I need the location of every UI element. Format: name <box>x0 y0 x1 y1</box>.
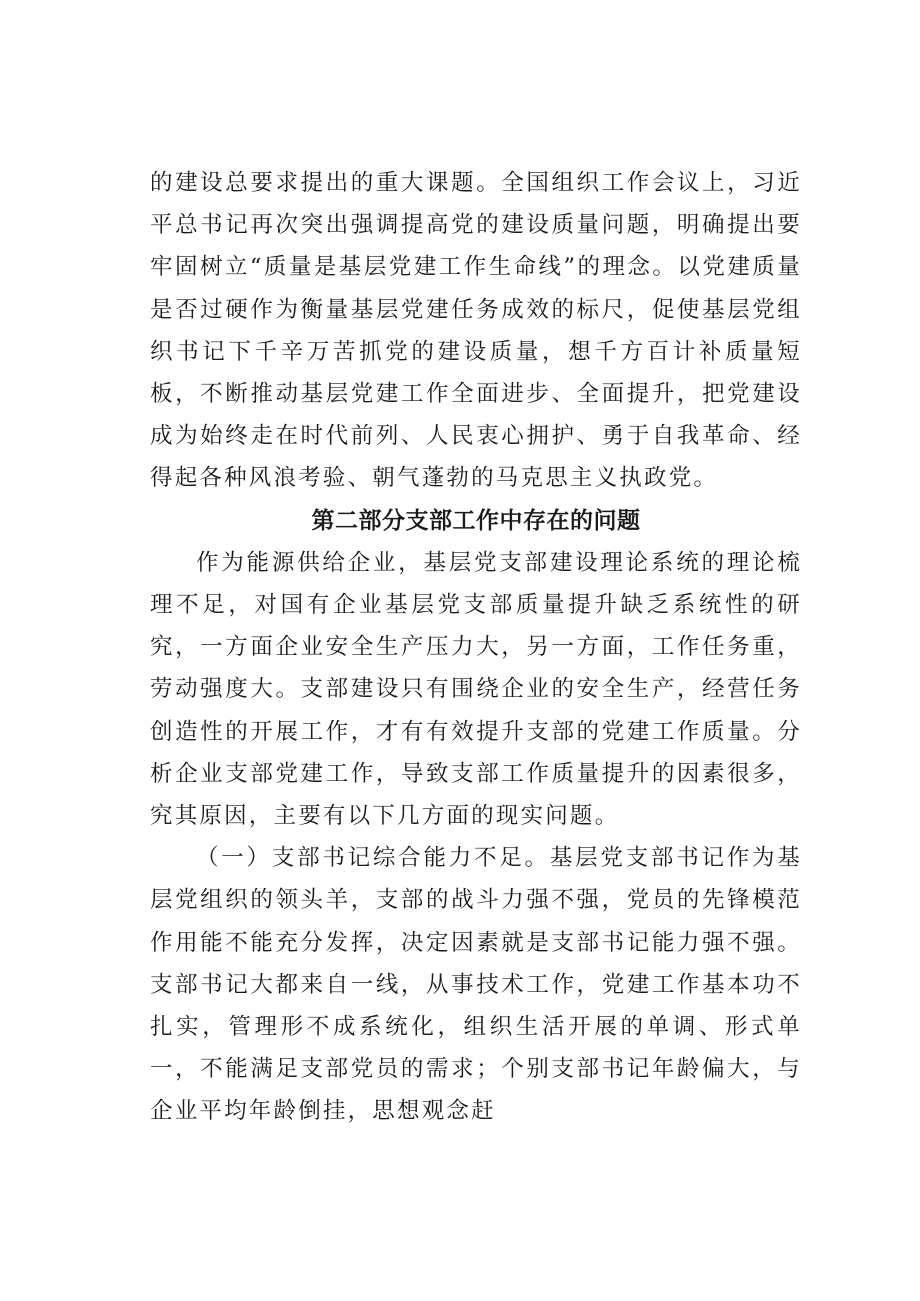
document-page <box>150 162 802 1133</box>
point-one-paragraph: （一）支部书记综合能力不足。基层党支部书记作为基层党组织的领头羊，支部的战斗力强不强，党员的先锋模范作用能不能充分发挥，决定因素就是支部书记能力强不强。支部书记大都来自一线，从事技术工作，党建工作基本功不扎实，管理形不成系统化，组织生活开展的单调、形式单一，不能满足支部党员的需求；个别支部书记年龄偏大，与企业平均年龄倒挂，思想观念赶 <box>150 845 802 1125</box>
intro-paragraph: 作为能源供给企业，基层党支部建设理论系统的理论梳理不足，对国有企业基层党支部质量提升缺乏系统性的研究，一方面企业安全生产压力大，另一方面，工作任务重，劳动强度大。支部建设只有围绕企业的安全生产，经营任务创造性的开展工作，才有有效提升支部的党建工作质量。分析企业支部党建工作，导致支部工作质量提升的因素很多，究其原因，主要有以下几方面的现实问题。 <box>150 549 802 830</box>
section-heading: 第二部分支部工作中存在的问题 <box>311 507 641 534</box>
continued-paragraph: 的建设总要求提出的重大课题。全国组织工作会议上，习近平总书记再次突出强调提高党的建设质量问题，明确提出要牢固树立“质量是基层党建工作生命线”的理念。以党建质量是否过硬作为衡量基层党建任务成效的标尺，促使基层党组织书记下千辛万苦抓党的建设质量，想千方百计补质量短板，不断推动基层党建工作全面进步、全面提升，把党建设成为始终走在时代前列、人民衷心拥护、勇于自我革命、经得起各种风浪考验、朝气蓬勃的马克思主义执政党。 <box>150 170 802 492</box>
